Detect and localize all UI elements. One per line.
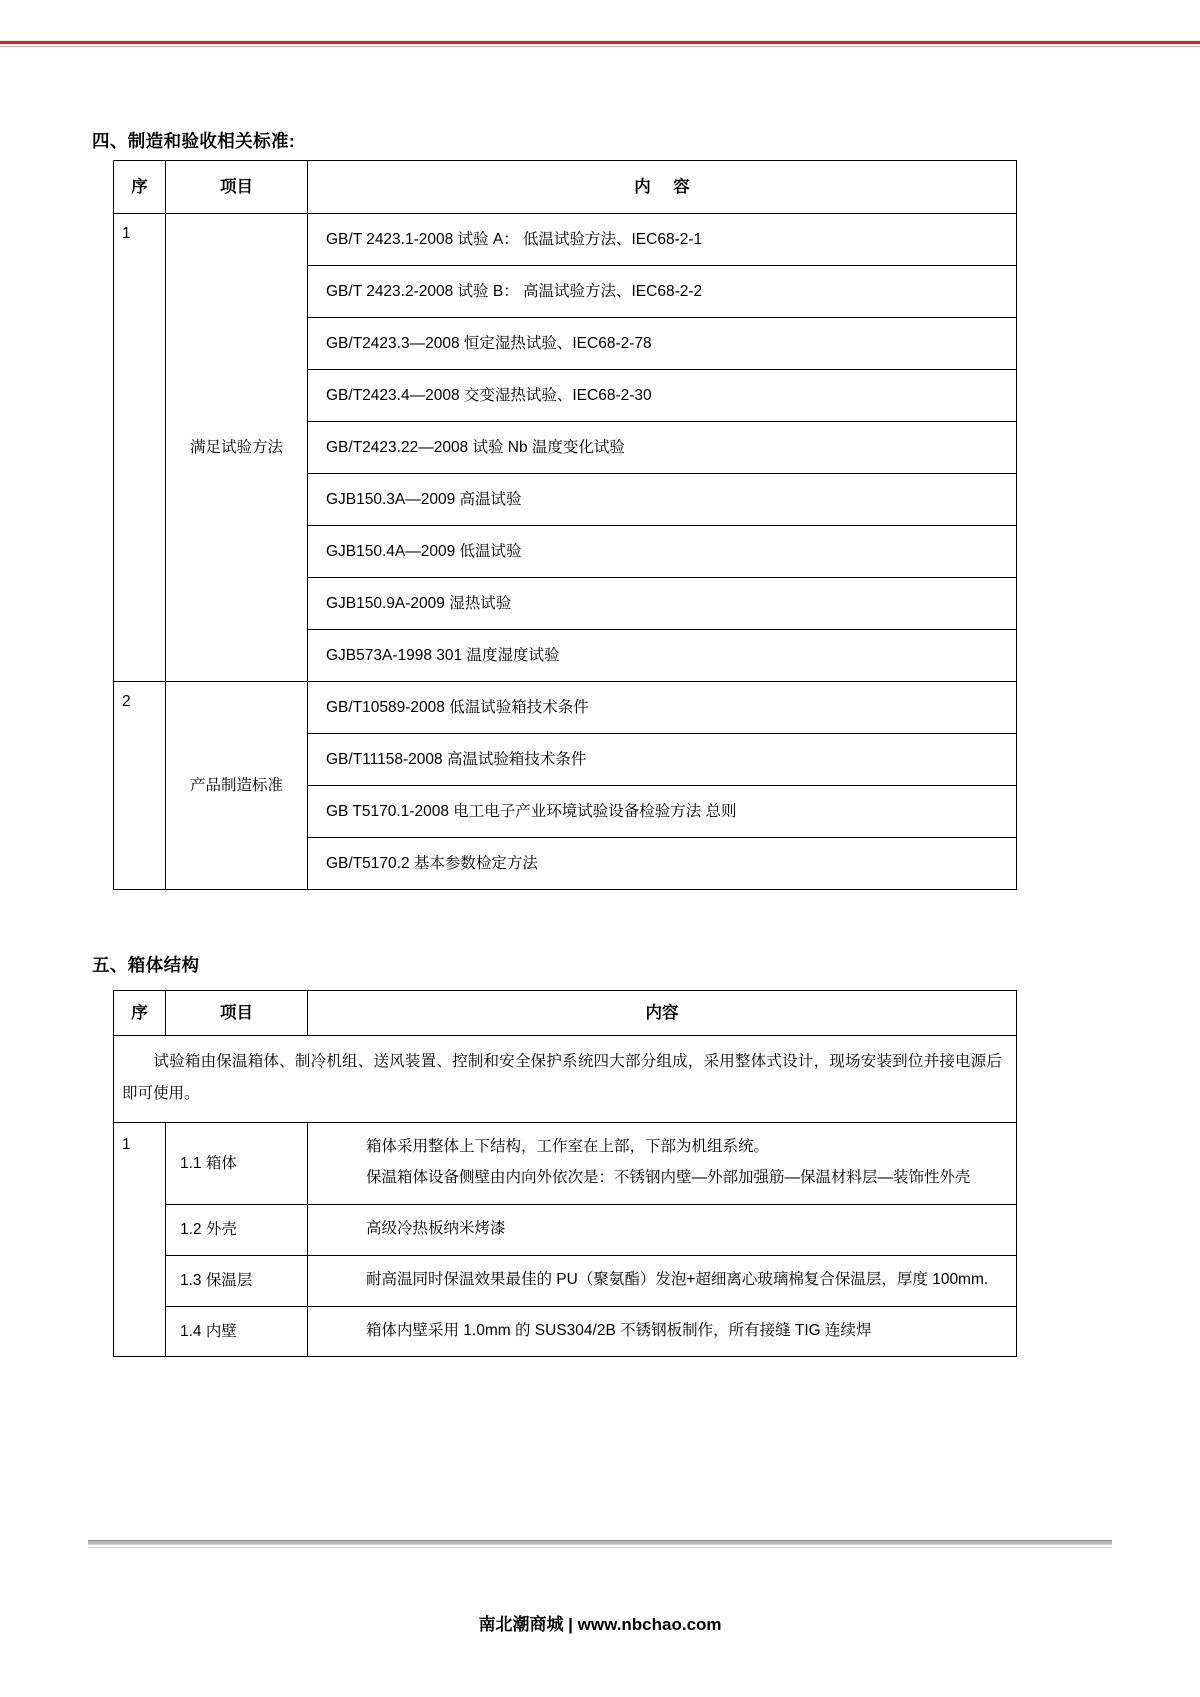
structure-item-label: 1.1 箱体: [166, 1122, 308, 1205]
standard-entry: GB/T2423.22—2008 试验 Nb 温度变化试验: [308, 422, 1017, 474]
column-header-content: 内容: [308, 991, 1017, 1036]
table-row: [114, 682, 1017, 734]
structure-table: [113, 990, 1017, 1357]
standard-entry: GJB573A-1998 301 温度湿度试验: [308, 630, 1017, 682]
column-header-seq: 序: [114, 991, 166, 1036]
top-red-rule-thin: [0, 46, 1200, 47]
column-header-item: 项目: [166, 161, 308, 214]
standard-entry: GB/T2423.3—2008 恒定湿热试验、IEC68-2-78: [308, 318, 1017, 370]
footer-divider-secondary: [88, 1547, 1112, 1548]
structure-intro-text: 试验箱由保温箱体、制冷机组、送风装置、控制和安全保护系统四大部分组成，采用整体式设计，现场安装到位并接电源后即可使用。: [114, 1036, 1017, 1123]
structure-line: 耐高温同时保温效果最佳的 PU（聚氨酯）发泡+超细离心玻璃棉复合保温层，厚度 100mm.: [366, 1270, 989, 1288]
standard-entry: GJB150.9A-2009 湿热试验: [308, 578, 1017, 630]
table-row: [114, 214, 1017, 266]
section-four-heading: 四、制造和验收相关标准:: [92, 131, 296, 151]
standard-entry: GB/T 2423.2-2008 试验 B： 高温试验方法、IEC68-2-2: [308, 266, 1017, 318]
column-header-seq: 序: [114, 161, 166, 214]
group-seq-2: 2: [114, 682, 166, 890]
standard-entry: GB/T2423.4—2008 交变湿热试验、IEC68-2-30: [308, 370, 1017, 422]
standards-table: [113, 160, 1017, 890]
group-item-1: 满足试验方法: [166, 214, 308, 682]
standard-entry: GB/T5170.2 基本参数检定方法: [308, 838, 1017, 890]
structure-item-label: 1.4 内壁: [166, 1306, 308, 1357]
standard-entry: GB T5170.1-2008 电工电子产业环境试验设备检验方法 总则: [308, 786, 1017, 838]
group-item-2: 产品制造标准: [166, 682, 308, 890]
structure-item-content: [308, 1122, 1017, 1205]
structure-line: 保温箱体设备侧壁由内向外依次是：不锈钢内壁—外部加强筋—保温材料层—装饰性外壳: [366, 1169, 971, 1187]
table-header-row: [114, 161, 1017, 214]
footer-divider: [88, 1540, 1112, 1545]
structure-line: 箱体采用整体上下结构，工作室在上部，下部为机组系统。: [366, 1137, 770, 1155]
table-row: [114, 1205, 1017, 1256]
standard-entry: GJB150.3A—2009 高温试验: [308, 474, 1017, 526]
structure-group-seq: 1: [114, 1122, 166, 1357]
structure-item-content: 高级冷热板纳米烤漆: [308, 1205, 1017, 1256]
standard-entry: GB/T11158-2008 高温试验箱技术条件: [308, 734, 1017, 786]
column-header-item: 项目: [166, 991, 308, 1036]
structure-item-label: 1.3 保温层: [166, 1255, 308, 1306]
table-row-intro: [114, 1036, 1017, 1123]
table-row: [114, 1122, 1017, 1205]
standard-entry: GB/T 2423.1-2008 试验 A： 低温试验方法、IEC68-2-1: [308, 214, 1017, 266]
standard-entry: GJB150.4A—2009 低温试验: [308, 526, 1017, 578]
footer-site-label: 南北潮商城 | www.nbchao.com: [478, 1615, 722, 1634]
structure-item-label: 1.2 外壳: [166, 1205, 308, 1256]
table-header-row: [114, 991, 1017, 1036]
table-row: [114, 1255, 1017, 1306]
column-header-content: 内 容: [308, 161, 1017, 214]
group-seq-1: 1: [114, 214, 166, 682]
structure-item-content: [308, 1255, 1017, 1306]
top-red-rule: [0, 41, 1200, 44]
standard-entry: GB/T10589-2008 低温试验箱技术条件: [308, 682, 1017, 734]
structure-item-content: 箱体内壁采用 1.0mm 的 SUS304/2B 不锈钢板制作，所有接缝 TIG 连续焊: [308, 1306, 1017, 1357]
table-row: [114, 1306, 1017, 1357]
section-five-heading: 五、箱体结构: [92, 955, 200, 975]
